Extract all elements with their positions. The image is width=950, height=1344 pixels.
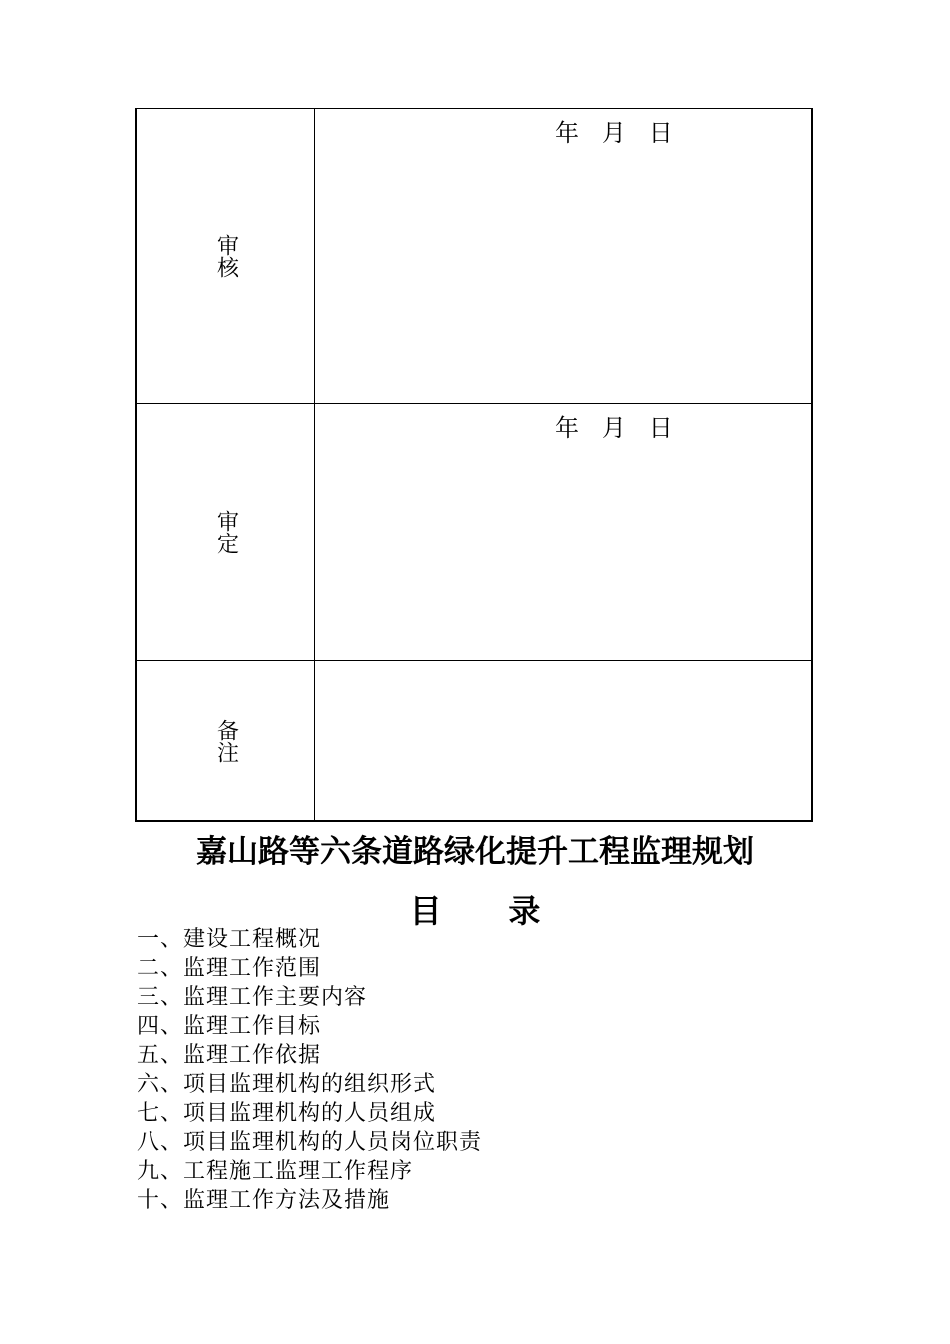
approve-row [137,404,811,661]
toc-item: 二、监理工作范围 [137,956,322,981]
review-label: 审核 [213,234,239,278]
toc-item: 七、项目监理机构的人员组成 [137,1101,437,1126]
approve-date: 年 月 日 [555,414,673,442]
approve-label: 审定 [213,510,239,554]
remarks-label: 备注 [213,719,239,763]
remarks-label-cell [137,661,315,821]
toc-item: 九、工程施工监理工作程序 [137,1159,414,1184]
toc-item: 五、监理工作依据 [137,1043,322,1068]
toc-heading: 目 录 [409,892,541,930]
toc-item: 八、项目监理机构的人员岗位职责 [137,1130,483,1155]
toc-item: 一、建设工程概况 [137,927,322,952]
remarks-content-cell [315,661,811,821]
approve-label-cell [137,404,315,660]
toc-item: 三、监理工作主要内容 [137,985,368,1010]
review-label-cell [137,109,315,403]
remarks-row [137,661,811,821]
approve-content-cell [315,404,811,660]
review-content-cell [315,109,811,403]
toc-item: 四、监理工作目标 [137,1014,322,1039]
document-title: 嘉山路等六条道路绿化提升工程监理规划 [196,834,754,870]
toc-list [137,925,482,1215]
approval-table [135,108,813,822]
review-date: 年 月 日 [555,119,673,147]
toc-item: 十、监理工作方法及措施 [137,1188,391,1213]
toc-item: 六、项目监理机构的组织形式 [137,1072,437,1097]
review-row [137,109,811,404]
